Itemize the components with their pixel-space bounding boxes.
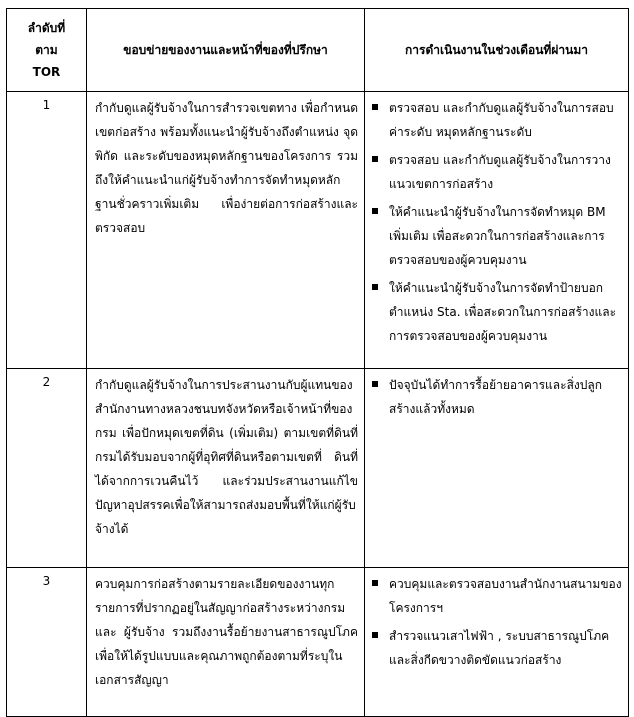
list-item (369, 624, 622, 672)
row-number: 3 (7, 568, 87, 717)
list-item (369, 276, 622, 348)
square-bullet-icon (372, 632, 378, 638)
header-tor-line-3: TOR (32, 65, 61, 79)
square-bullet-icon (372, 208, 378, 214)
row-scope: กำกับดูแลผู้รับจ้างในการสำรวจเขตทาง เพื่อกำหนดเขตก่อสร้าง พร้อมทั้งแนะนำผู้รับจ้างถึงตำแหน่ง จุดพิกัด และระดับของหมุดหลักฐานของโครงการ รวมถึงให้คำแนะนำแก่ผู้รับจ้างทำการจัดทำหมุดหลักฐานชั่วคราวเพิ่มเติม เพื่อง่ายต่อการก่อสร้างและตรวจสอบ (87, 92, 365, 369)
row-scope: กำกับดูแลผู้รับจ้างในการประสานงานกับผู้แทนของสำนักงานทางหลวงชนบทจังหวัดหรือเจ้าหน้าที่ของกรม เพื่อปักหมุดเขตที่ดิน (เพิ่มเติม) ตามเขตที่ดินที่กรมได้รับมอบจากผู้ที่อุทิศที่ดินหรือตามเขตที่ ดินที่ได้จากการเวนคืนไว้ และร่วมประสานงานแก้ไขปัญหาอุปสรรคเพื่อให้สามารถส่งมอบพื้นที่ให้แก่ผู้รับจ้างได้ (87, 369, 365, 568)
square-bullet-icon (372, 381, 378, 387)
header-tor-number (7, 9, 87, 92)
list-item-text: ปัจจุบันได้ทำการรื้อย้ายอาคารและสิ่งปลูกสร้างแล้วทั้งหมด (389, 378, 602, 416)
list-item (369, 148, 622, 196)
table-row (7, 92, 629, 369)
report-table (6, 8, 629, 717)
list-item-text: ตรวจสอบ และกำกับดูแลผู้รับจ้างในการสอบค่าระดับ หมุดหลักฐานระดับ (389, 101, 614, 139)
work-list (369, 373, 622, 421)
header-work: การดำเนินงานในช่วงเดือนที่ผ่านมา (365, 9, 629, 92)
square-bullet-icon (372, 104, 378, 110)
header-tor-line-1: ลำดับที่ (27, 21, 66, 35)
list-item-text: ให้คำแนะนำผู้รับจ้างในการจัดทำหมุด BM เพิ่มเติม เพื่อสะดวกในการก่อสร้างและการตรวจสอบของผู้ควบคุมงาน (389, 205, 606, 267)
row-number: 2 (7, 369, 87, 568)
header-row (7, 9, 629, 92)
list-item (369, 572, 622, 620)
row-work (365, 92, 629, 369)
list-item (369, 200, 622, 272)
row-work (365, 568, 629, 717)
row-number: 1 (7, 92, 87, 369)
row-work (365, 369, 629, 568)
list-item-text: ตรวจสอบ และกำกับดูแลผู้รับจ้างในการวางแนวเขตการก่อสร้าง (389, 153, 611, 191)
header-tor-line-2: ตาม (35, 43, 58, 57)
header-scope: ขอบข่ายของงานและหน้าที่ของที่ปรึกษา (87, 9, 365, 92)
table-row (7, 568, 629, 717)
table-row (7, 369, 629, 568)
list-item (369, 96, 622, 144)
list-item-text: สำรวจแนวเสาไฟฟ้า , ระบบสาธารณูปโภคและสิ่งกีดขวางติดขัดแนวก่อสร้าง (389, 629, 610, 667)
row-scope: ควบคุมการก่อสร้างตามรายละเอียดของงานทุกรายการที่ปรากฏอยู่ในสัญญาก่อสร้างระหว่างกรม และ ผู้รับจ้าง รวมถึงงานรื้อย้ายงานสาธารณูปโภค เพื่อให้ได้รูปแบบและคุณภาพถูกต้องตามที่ระบุในเอกสารสัญญา (87, 568, 365, 717)
work-list (369, 96, 622, 348)
square-bullet-icon (372, 156, 378, 162)
work-list (369, 572, 622, 672)
square-bullet-icon (372, 580, 378, 586)
list-item-text: ควบคุมและตรวจสอบงานสำนักงานสนามของโครงการฯ (389, 577, 622, 615)
list-item (369, 373, 622, 421)
list-item-text: ให้คำแนะนำผู้รับจ้างในการจัดทำป้ายบอกตำแหน่ง Sta. เพื่อสะดวกในการก่อสร้างและการตรวจสอบของผู้ควบคุมงาน (389, 281, 617, 343)
square-bullet-icon (372, 284, 378, 290)
